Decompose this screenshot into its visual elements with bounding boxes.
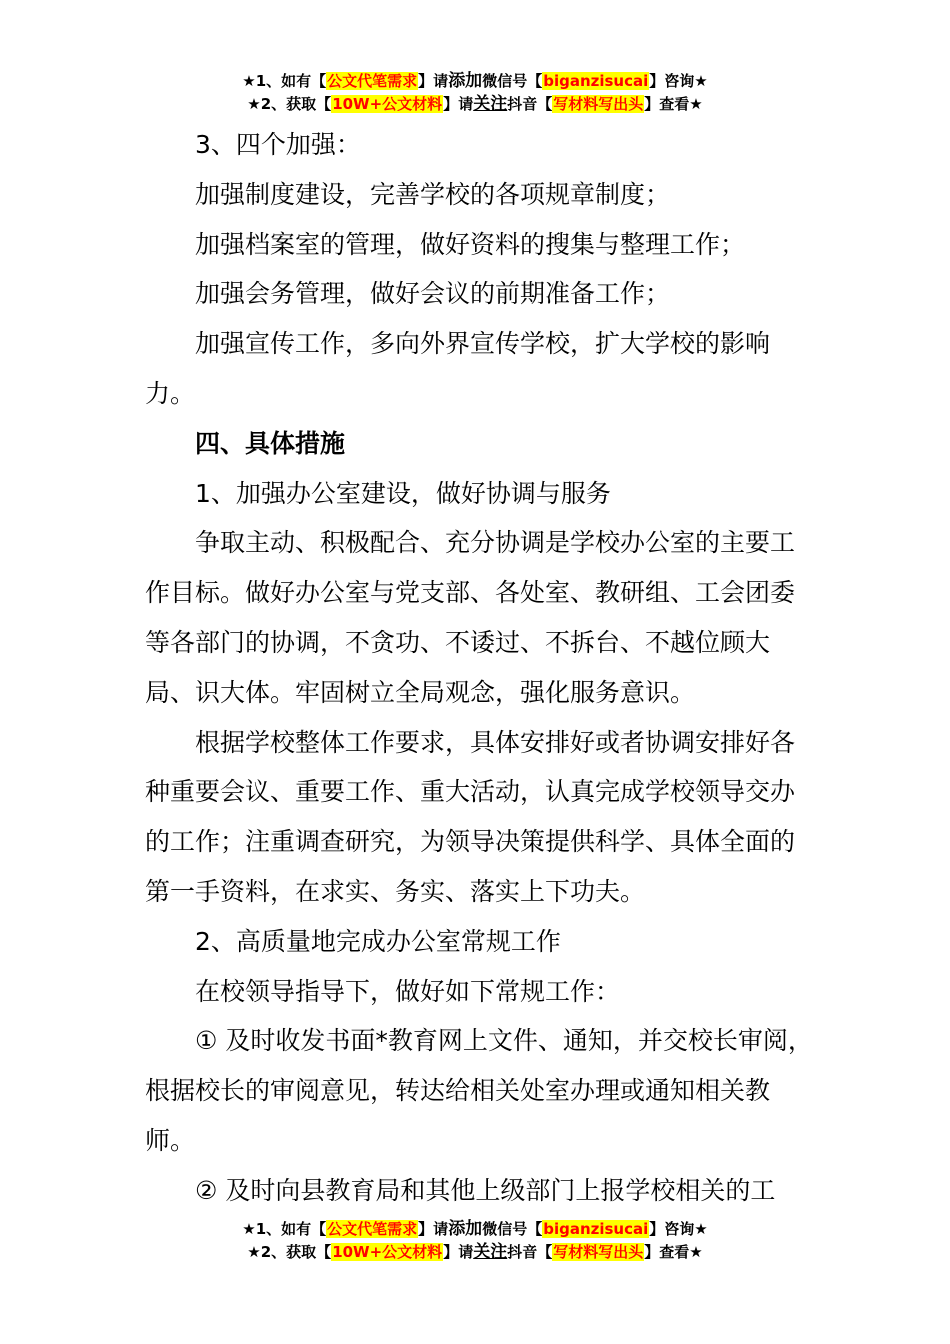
highlight-douyin-id: 写材料写出头	[553, 1243, 644, 1261]
banner-emphasis: 添加	[448, 71, 483, 91]
section-heading-measures: 四、具体措施	[195, 428, 346, 458]
highlight-douyin-id: 写材料写出头	[553, 95, 644, 113]
star-icon: ★	[247, 95, 261, 113]
banner-text: 微信号【	[482, 72, 543, 90]
header-banner	[0, 70, 950, 116]
footer-banner	[0, 1218, 950, 1264]
star-icon: ★	[247, 1243, 261, 1261]
banner-text: 2、获取【	[260, 95, 332, 113]
list-item: ① 及时收发书面*教育网上文件、通知，并交校长审阅，根据校长的审阅意见，转达给相关处室办理或通知相关教师。	[145, 1026, 813, 1155]
paragraph: 加强档案室的管理，做好资料的搜集与整理工作；	[195, 229, 746, 259]
banner-text: 抖音【	[507, 1243, 553, 1261]
subheading: 1、加强办公室建设，做好协调与服务	[195, 478, 611, 508]
banner-text: 】请	[443, 95, 474, 113]
banner-text: 】请	[443, 1243, 474, 1261]
banner-line-2	[0, 1241, 950, 1264]
paragraph: 加强宣传工作，多向外界宣传学校，扩大学校的影响力。	[145, 329, 771, 408]
paragraph: 在校领导指导下，做好如下常规工作：	[195, 976, 621, 1006]
banner-text: 】请	[418, 1220, 449, 1238]
document-body	[145, 120, 815, 1216]
paragraph: 加强会务管理，做好会议的前期准备工作；	[195, 279, 671, 309]
banner-line-2	[0, 93, 950, 116]
paragraph: 加强制度建设，完善学校的各项规章制度；	[195, 179, 671, 209]
highlight-materials: 10W+公文材料	[332, 95, 443, 113]
banner-line-1	[0, 70, 950, 93]
banner-text: 2、获取【	[260, 1243, 332, 1261]
banner-text: 抖音【	[507, 95, 553, 113]
highlight-service: 公文代笔需求	[327, 72, 418, 90]
highlight-materials: 10W+公文材料	[332, 1243, 443, 1261]
banner-text: 】查看★	[644, 1243, 703, 1261]
paragraph: 争取主动、积极配合、充分协调是学校办公室的主要工作目标。做好办公室与党支部、各处室、教研组、工会团委等各部门的协调，不贪功、不诿过、不拆台、不越位顾大局、识大体。牢固树立全局观念，强化服务意识。	[145, 528, 796, 707]
banner-text: 1、如有【	[255, 1220, 327, 1238]
star-icon: ★	[242, 72, 256, 90]
banner-line-1	[0, 1218, 950, 1241]
star-icon: ★	[242, 1220, 256, 1238]
highlight-wechat-id: biganzisucai	[543, 1220, 649, 1238]
highlight-service: 公文代笔需求	[327, 1220, 418, 1238]
list-item: ② 及时向县教育局和其他上级部门上报学校相关的工	[195, 1175, 776, 1205]
paragraph: 根据学校整体工作要求，具体安排好或者协调安排好各种重要会议、重要工作、重大活动，认真完成学校领导交办的工作；注重调查研究，为领导决策提供科学、具体全面的第一手资料，在求实、务实、落实上下功夫。	[145, 727, 796, 906]
banner-emphasis: 添加	[448, 1219, 483, 1239]
banner-text: 】咨询★	[649, 72, 708, 90]
highlight-wechat-id: biganzisucai	[543, 72, 649, 90]
banner-text: 1、如有【	[255, 72, 327, 90]
banner-emphasis: 关注	[473, 94, 508, 114]
banner-text: 微信号【	[482, 1220, 543, 1238]
banner-emphasis: 关注	[473, 1242, 508, 1262]
banner-text: 】查看★	[644, 95, 703, 113]
banner-text: 】咨询★	[649, 1220, 708, 1238]
section-heading-four-strengthenings: 3、四个加强：	[195, 130, 361, 159]
subheading: 2、高质量地完成办公室常规工作	[195, 926, 561, 956]
banner-text: 】请	[418, 72, 449, 90]
